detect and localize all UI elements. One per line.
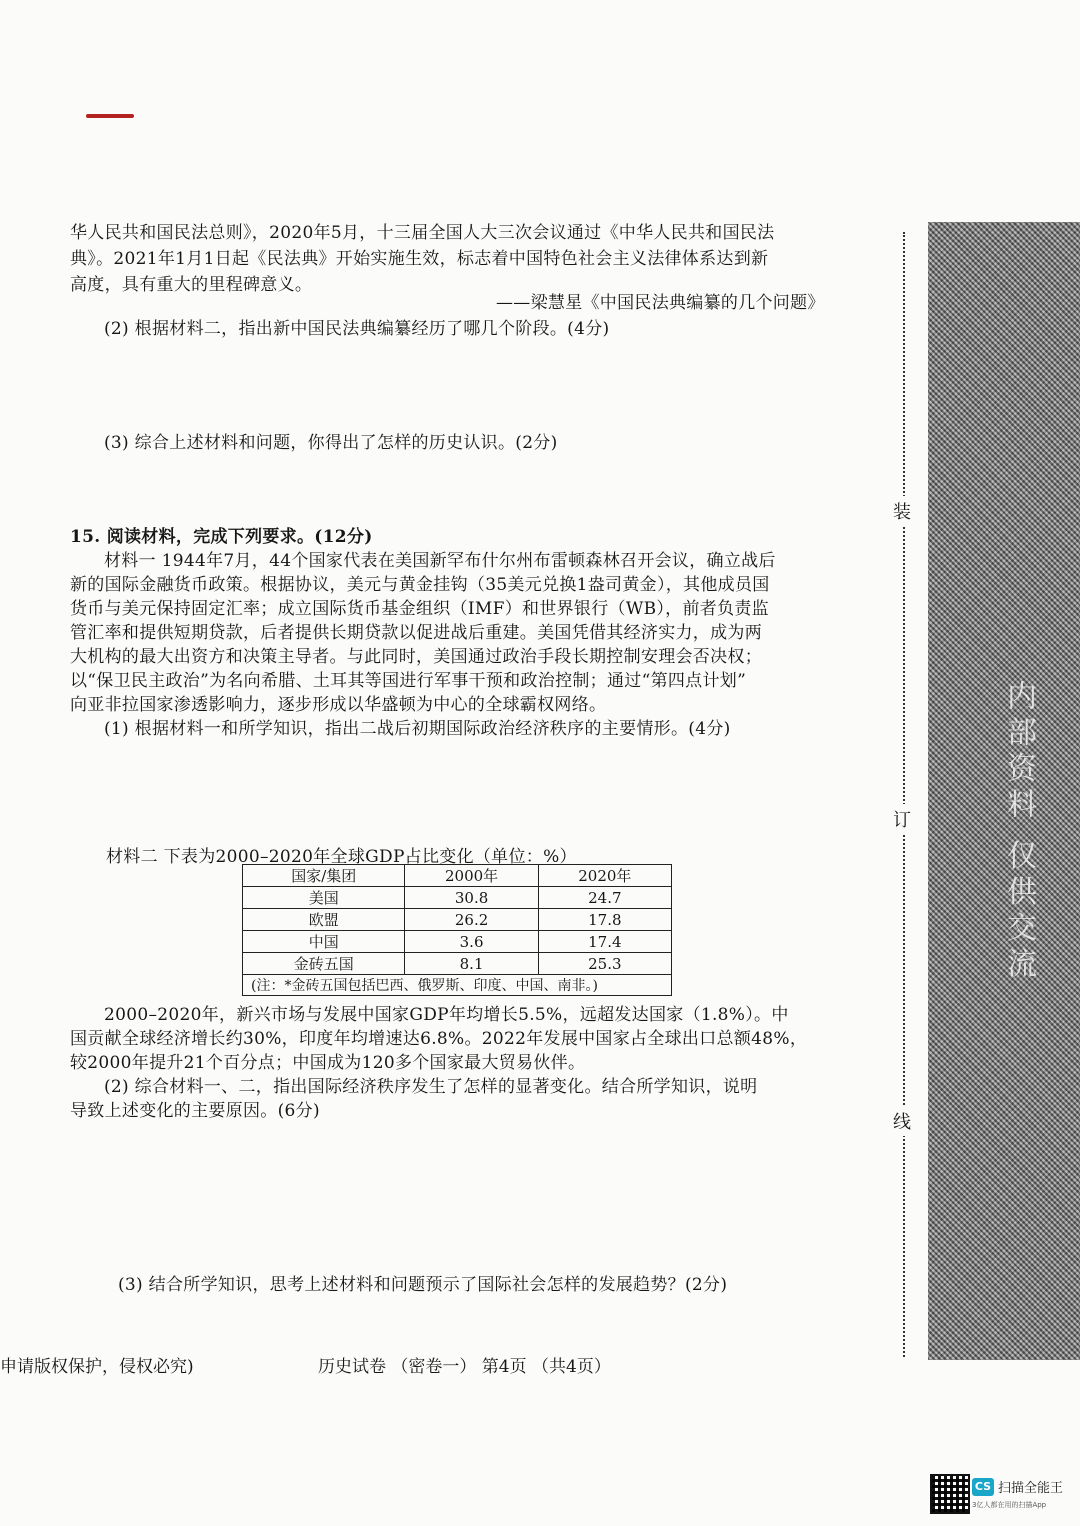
material1-line-3: 货币与美元保持固定汇率；成立国际货币基金组织（IMF）和世界银行（WB），前者负责监 (70, 599, 769, 619)
scanner-app-name: 扫描全能王 (998, 1481, 1064, 1496)
camscanner-logo-icon: CS (972, 1478, 994, 1496)
watermark-text: 内部资料 仅供交流 (1001, 680, 1036, 984)
material1-line-5: 大机构的最大出资方和决策主导者。与此同时，美国通过政治手段长期控制安理会否决权； (70, 647, 762, 667)
table-note-row (243, 975, 672, 996)
question-15-2-line-2: 导致上述变化的主要原因。(6分) (70, 1101, 320, 1121)
material1-line-6: 以“保卫民主政治”为名向希腊、土耳其等国进行军事干预和政治控制；通过“第四点计划” (70, 671, 747, 691)
table-row (243, 931, 672, 953)
table-header: 国家/集团 (243, 865, 405, 887)
table-cell: 欧盟 (243, 909, 405, 931)
scanner-tagline: 3亿人都在用的扫描App (972, 1501, 1047, 1509)
material2-text-line-3: 较2000年提升21个百分点；中国成为120多个国家最大贸易伙伴。 (70, 1053, 586, 1073)
question-15-1: (1) 根据材料一和所学知识，指出二战后初期国际政治经济秩序的主要情形。(4分) (104, 719, 731, 739)
table-cell: 25.3 (538, 953, 671, 975)
footer-copyright: 申请版权保护，侵权必究) (0, 1357, 194, 1377)
footer-page-info: 历史试卷 （密卷一） 第4页 （共4页） (318, 1357, 611, 1377)
top-text-line-2: 典》。2021年1月1日起《民法典》开始实施生效，标志着中国特色社会主义法律体系达到新 (70, 249, 769, 269)
binding-char-ding: 订 (893, 804, 911, 834)
qr-code-icon (930, 1474, 970, 1514)
question-15-title: 15. 阅读材料，完成下列要求。(12分) (70, 527, 373, 547)
top-text-line-1: 华人民共和国民法总则》，2020年5月，十三届全国人大三次会议通过《中华人民共和国民法 (70, 223, 775, 243)
source-citation: ——梁慧星《中国民法典编纂的几个问题》 (496, 293, 825, 313)
table-cell: 17.8 (538, 909, 671, 931)
table-cell: 3.6 (405, 931, 538, 953)
binding-dotted-line (903, 232, 905, 1357)
binding-char-xian: 线 (893, 1106, 911, 1136)
material1-line-4: 管汇率和提供短期贷款，后者提供长期贷款以促进战后重建。美国凭借其经济实力，成为两 (70, 623, 762, 643)
question-15-3: (3) 结合所学知识，思考上述材料和问题预示了国际社会怎样的发展趋势？(2分) (118, 1275, 728, 1295)
red-ink-mark (86, 114, 134, 118)
question-14-3: (3) 综合上述材料和问题，你得出了怎样的历史认识。(2分) (104, 433, 558, 453)
table-note: (注：*金砖五国包括巴西、俄罗斯、印度、中国、南非。) (243, 975, 672, 996)
table-cell: 30.8 (405, 887, 538, 909)
question-15-2-line-1: (2) 综合材料一、二，指出国际经济秩序发生了怎样的显著变化。结合所学知识，说明 (104, 1077, 758, 1097)
material2-intro: 材料二 下表为2000–2020年全球GDP占比变化（单位：%） (106, 847, 577, 867)
binding-char-zhuang: 装 (893, 496, 911, 526)
material2-text-line-1: 2000–2020年，新兴市场与发展中国家GDP年均增长5.5%，远超发达国家（1.8%）。中 (104, 1005, 789, 1025)
table-row (243, 909, 672, 931)
table-cell: 美国 (243, 887, 405, 909)
table-row (243, 887, 672, 909)
table-cell: 中国 (243, 931, 405, 953)
material1-line-7: 向亚非拉国家渗透影响力，逐步形成以华盛顿为中心的全球霸权网络。 (70, 695, 607, 715)
question-14-2: (2) 根据材料二，指出新中国民法典编纂经历了哪几个阶段。(4分) (104, 319, 610, 339)
table-cell: 24.7 (538, 887, 671, 909)
gdp-table (242, 864, 672, 996)
table-cell: 17.4 (538, 931, 671, 953)
table-cell: 8.1 (405, 953, 538, 975)
material1-line-2: 新的国际金融货币政策。根据协议，美元与黄金挂钩（35美元兑换1盎司黄金），其他成员国 (70, 575, 770, 595)
table-cell: 金砖五国 (243, 953, 405, 975)
table-row (243, 953, 672, 975)
table-header-row (243, 865, 672, 887)
table-header: 2000年 (405, 865, 538, 887)
material2-text-line-2: 国贡献全球经济增长约30%，印度年均增速达6.8%。2022年发展中国家占全球出口总额48%， (70, 1029, 808, 1049)
table-cell: 26.2 (405, 909, 538, 931)
material1-line-1: 材料一 1944年7月，44个国家代表在美国新罕布什尔州布雷顿森林召开会议，确立战后 (104, 551, 776, 571)
table-header: 2020年 (538, 865, 671, 887)
top-text-line-3: 高度，具有重大的里程碑意义。 (70, 275, 313, 295)
